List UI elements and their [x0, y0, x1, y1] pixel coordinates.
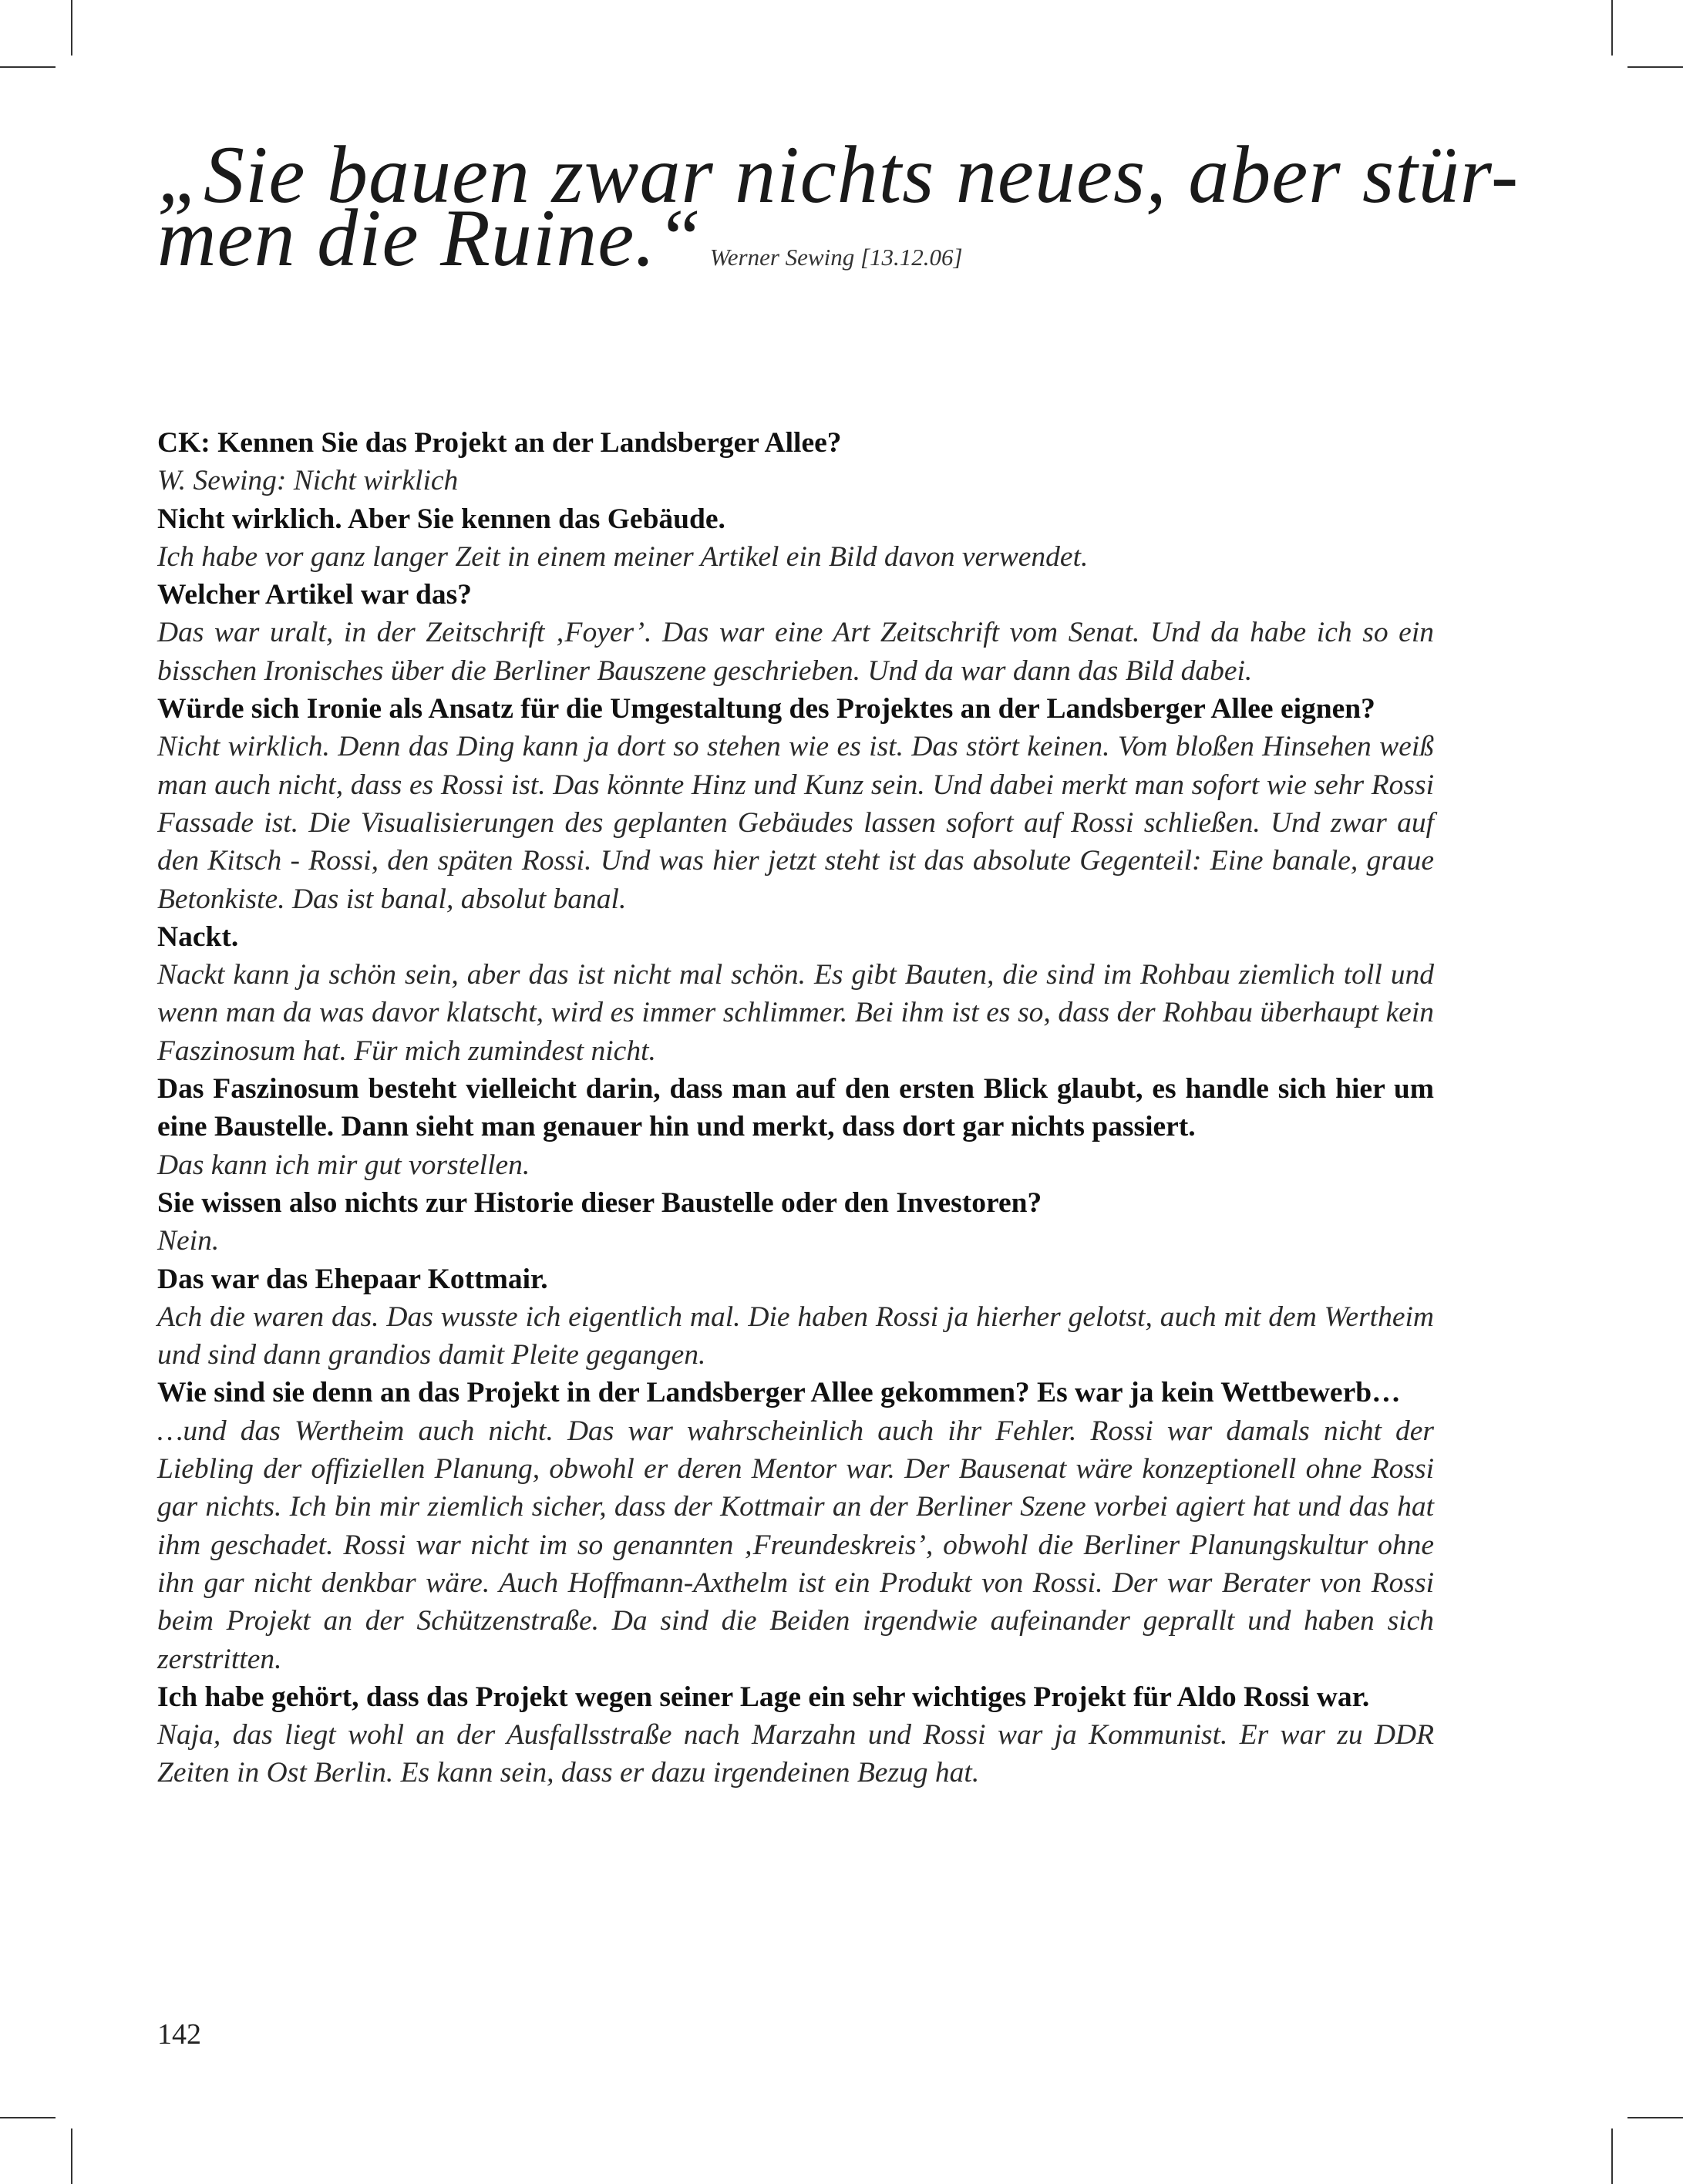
interview-answer: Das kann ich mir gut vorstellen. [157, 1149, 530, 1181]
interview-body [157, 424, 1434, 1792]
interview-answer: Ach die waren das. Das wusste ich eigentlich mal. Die haben Rossi ja hierher gelotst, auch mit dem Wertheim und sind dann grandios damit Pleite gegangen. [157, 1301, 1434, 1371]
interview-answer: W. Sewing: Nicht wirklich [157, 465, 459, 497]
headline-line-2-text: men die Ruine.“ [157, 193, 702, 283]
interview-question: Nicht wirklich. Aber Sie kennen das Gebäude. [157, 503, 725, 535]
interview-question: Welcher Artikel war das? [157, 579, 472, 611]
crop-mark-bottom-right [1611, 2128, 1613, 2184]
interview-answer: Nicht wirklich. Denn das Ding kann ja dort so stehen wie es ist. Das stört keinen. Vom bloßen Hinsehen weiß man auch nicht, dass es Rossi ist. Das könnte Hinz und Kunz sein. Und dabei merkt man sofort wie sehr Rossi Fassade ist. Die Visualisierungen des geplanten Gebäudes lassen sofort auf Rossi schließen. Und zwar auf den Kitsch - Rossi, den späten Rossi. Und was hier jetzt steht ist das absolute Gegenteil: Eine banale, graue Betonkiste. Das ist banal, absolut banal. [157, 731, 1434, 915]
crop-mark-bottom-right-horizontal [1627, 2117, 1683, 2118]
headline-line-1: „Sie bauen zwar nichts neues, aber stür- [157, 130, 1520, 220]
interview-question: Ich habe gehört, dass das Projekt wegen seiner Lage ein sehr wichtiges Projekt für Aldo Rossi war. [157, 1681, 1370, 1713]
crop-mark-top-right-horizontal [1627, 66, 1683, 68]
interview-question: Nackt. [157, 920, 239, 953]
interview-answer: Nackt kann ja schön sein, aber das ist nicht mal schön. Es gibt Bauten, die sind im Rohbau ziemlich toll und wenn man da was davor klatscht, wird es immer schlimmer. Bei ihm ist es so, dass der Rohbau überhaupt kein Faszinosum hat. Für mich zumindest nicht. [157, 959, 1434, 1067]
crop-mark-top-left-horizontal [0, 66, 56, 68]
interview-question: Würde sich Ironie als Ansatz für die Umgestaltung des Projektes an der Landsberger Allee eignen? [157, 693, 1375, 725]
crop-mark-bottom-left [71, 2128, 72, 2184]
interview-question: Wie sind sie denn an das Projekt in der Landsberger Allee gekommen? Es war ja kein Wettbewerb… [157, 1377, 1401, 1409]
interview-answer: Naja, das liegt wohl an der Ausfallsstraße nach Marzahn und Rossi war ja Kommunist. Er war zu DDR Zeiten in Ost Berlin. Es kann sein, dass er dazu irgendeinen Bezug hat. [157, 1719, 1434, 1789]
crop-mark-top-left [71, 0, 72, 56]
interview-answer: Nein. [157, 1225, 220, 1257]
interview-answer: …und das Wertheim auch nicht. Das war wahrscheinlich auch ihr Fehler. Rossi war damals nicht der Liebling der offiziellen Planung, obwohl er deren Mentor war. Der Bausenat wäre konzeptionell ohne Rossi gar nichts. Ich bin mir ziemlich sicher, dass der Kottmair an der Berliner Szene vorbei agiert hat und das hat ihm geschadet. Rossi war nicht im so genannten ‚Freundeskreis’, obwohl die Berliner Planungskultur ohne ihn gar nicht denkbar wäre. Auch Hoffmann-Axthelm ist ein Produkt von Rossi. Der war Berater von Rossi beim Projekt an der Schützenstraße. Da sind die Beiden irgendwie aufeinander geprallt und haben sich zerstritten. [157, 1415, 1434, 1675]
interview-question: CK: Kennen Sie das Projekt an der Landsberger Allee? [157, 427, 842, 459]
interview-question: Das Faszinosum besteht vielleicht darin, dass man auf den ersten Blick glaubt, es handle sich hier um eine Baustelle. Dann sieht man genauer hin und merkt, dass dort gar nichts passiert. [157, 1073, 1434, 1143]
interview-question: Das war das Ehepaar Kottmair. [157, 1263, 548, 1295]
page-number: 142 [157, 2018, 201, 2051]
headline-quote [157, 130, 1520, 289]
interview-answer: Ich habe vor ganz langer Zeit in einem meiner Artikel ein Bild davon verwendet. [157, 540, 1089, 573]
headline-attribution: Werner Sewing [13.12.06] [709, 244, 963, 271]
crop-mark-bottom-left-horizontal [0, 2117, 56, 2118]
crop-mark-top-right [1611, 0, 1613, 56]
interview-answer: Das war uralt, in der Zeitschrift ‚Foyer’. Das war eine Art Zeitschrift vom Senat. Und da habe ich so ein bisschen Ironisches über die Berliner Bauszene geschrieben. Und da war dann das Bild dabei. [157, 617, 1434, 687]
interview-question: Sie wissen also nichts zur Historie dieser Baustelle oder den Investoren? [157, 1186, 1042, 1219]
